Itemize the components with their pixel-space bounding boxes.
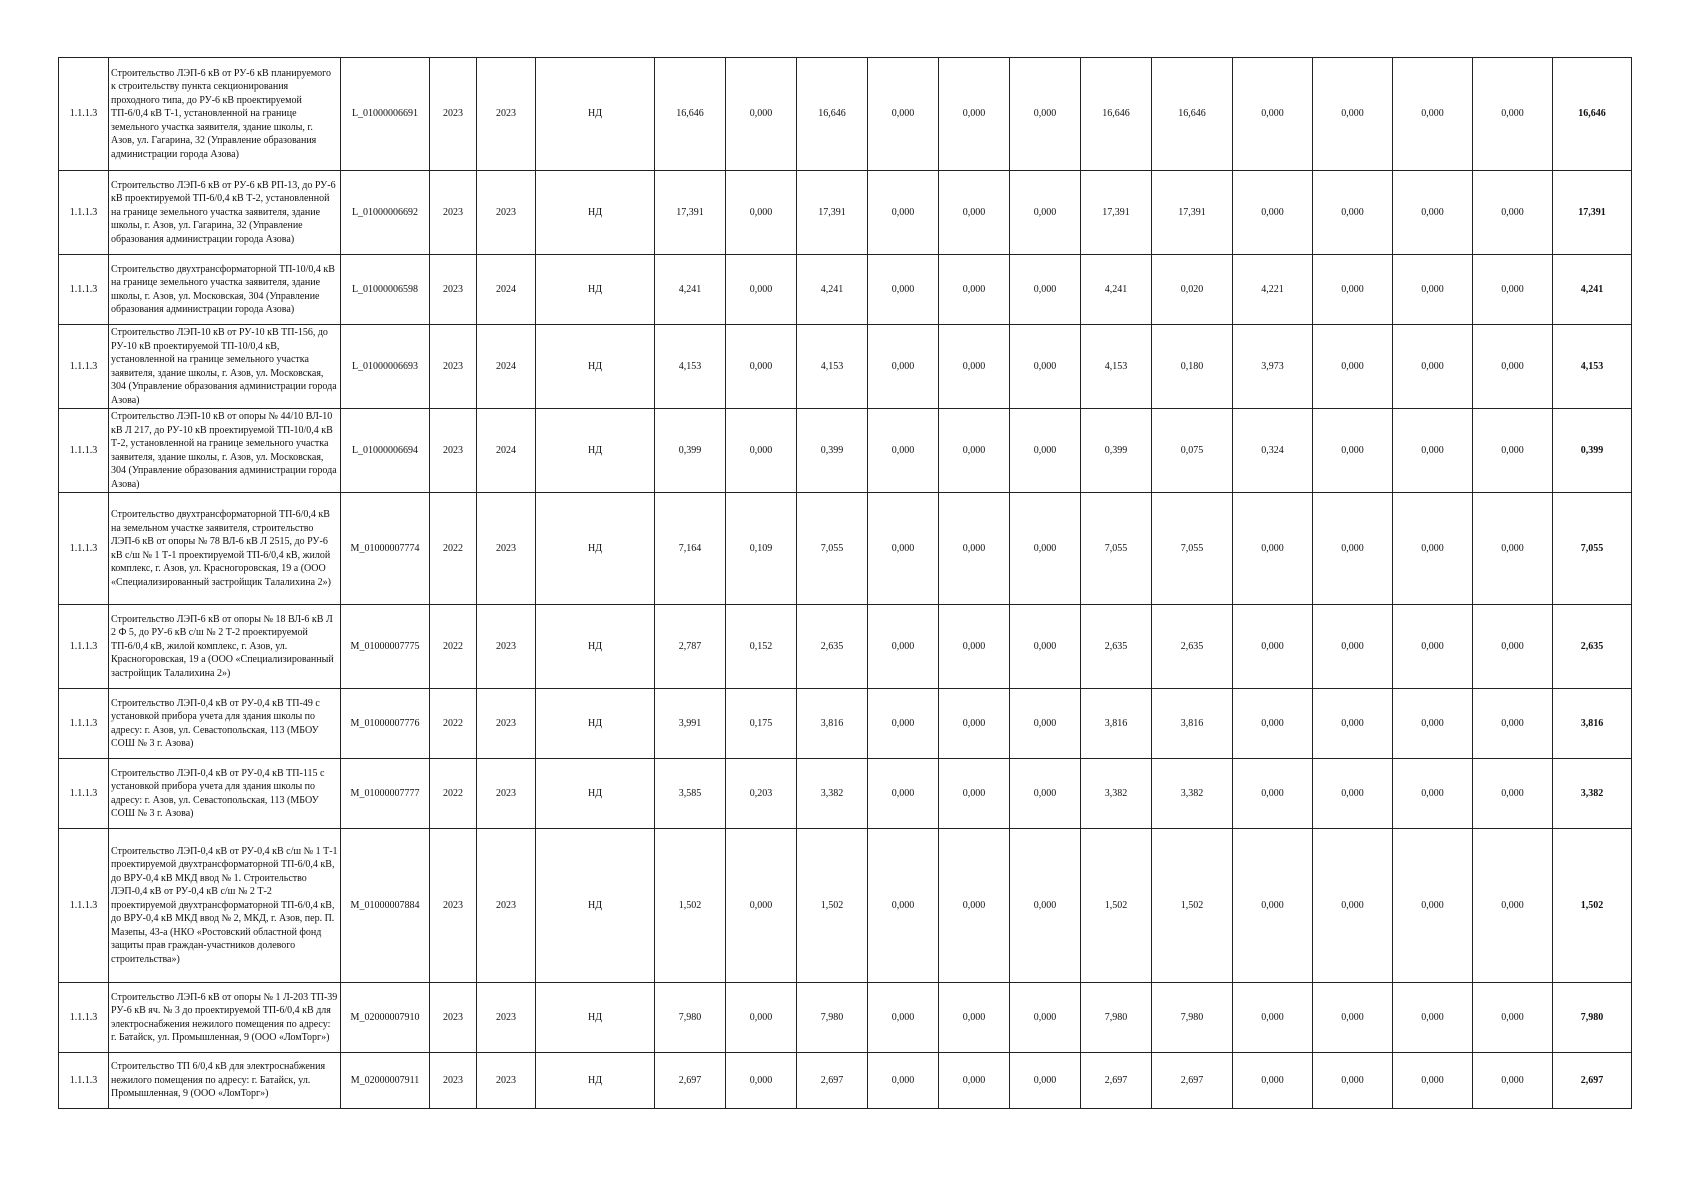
value-cell: 0,000	[1393, 689, 1473, 759]
project-description: Строительство ЛЭП-0,4 кВ от РУ-0,4 кВ с/ш № 1 Т-1 проектируемой двухтрансформаторной ТП-6/0,4 кВ, до ВРУ-0,4 кВ МКД ввод № 1. Строительство ЛЭП-0,4 кВ от РУ-0,4 кВ с/ш № 2 Т-2 проектируемой двухтрансформаторной ТП-6/0,4 кВ, до ВРУ-0,4 кВ МКД ввод № 2, МКД, г. Азов, пер. П. Мазепы, 43-а (НКО «Ростовский областной фонд защиты прав граждан-участников долевого строительства»)	[109, 829, 341, 983]
total-value: 16,646	[1553, 58, 1632, 171]
value-cell: 0,000	[1393, 605, 1473, 689]
value-cell: 0,000	[1393, 829, 1473, 983]
row-number: 1.1.1.3	[59, 409, 109, 493]
value-cell: 0,324	[1233, 409, 1313, 493]
total-value: 4,241	[1553, 255, 1632, 325]
value-cell: 0,000	[868, 983, 939, 1053]
value-cell: 0,000	[1313, 829, 1393, 983]
value-cell: 0,000	[868, 759, 939, 829]
value-cell: 0,000	[1010, 1053, 1081, 1109]
table-row	[59, 605, 1632, 689]
end-year: 2023	[477, 1053, 536, 1109]
total-value: 3,382	[1553, 759, 1632, 829]
project-code: L_01000006694	[341, 409, 430, 493]
value-cell: 0,000	[1393, 983, 1473, 1053]
value-cell: 1,502	[797, 829, 868, 983]
value-cell: 0,000	[1313, 171, 1393, 255]
project-code: M_01000007774	[341, 493, 430, 605]
value-cell: 0,000	[1233, 605, 1313, 689]
value-cell: 16,646	[1152, 58, 1233, 171]
value-cell: 7,980	[655, 983, 726, 1053]
value-cell: 0,000	[939, 58, 1010, 171]
project-code: M_01000007884	[341, 829, 430, 983]
value-cell: 0,000	[1233, 829, 1313, 983]
value-cell: 0,000	[939, 409, 1010, 493]
value-cell: 3,382	[1152, 759, 1233, 829]
total-value: 1,502	[1553, 829, 1632, 983]
value-cell: 7,980	[1081, 983, 1152, 1053]
end-year: 2024	[477, 325, 536, 409]
value-cell: 0,000	[939, 759, 1010, 829]
project-description: Строительство ЛЭП-6 кВ от опоры № 18 ВЛ-6 кВ Л 2 Ф 5, до РУ-6 кВ с/ш № 2 Т-2 проектируемой ТП-6/0,4 кВ, жилой комплекс, г. Азов, ул. Красногоровская, 19 а (ООО «Специализированный застройщик Талалихина 2»)	[109, 605, 341, 689]
project-code: M_02000007911	[341, 1053, 430, 1109]
project-description: Строительство ЛЭП-10 кВ от РУ-10 кВ ТП-156, до РУ-10 кВ проектируемой ТП-10/0,4 кВ, установленной на границе земельного участка заявителя, здание школы, г. Азов, ул. Московская, 304 (Управление образования администрации города Азова)	[109, 325, 341, 409]
value-cell: 0,000	[1393, 759, 1473, 829]
row-number: 1.1.1.3	[59, 759, 109, 829]
value-cell: 0,000	[1473, 689, 1553, 759]
doc-status: НД	[536, 171, 655, 255]
value-cell: 0,000	[1233, 1053, 1313, 1109]
value-cell: 0,000	[868, 409, 939, 493]
total-value: 0,399	[1553, 409, 1632, 493]
value-cell: 0,000	[868, 829, 939, 983]
end-year: 2023	[477, 58, 536, 171]
value-cell: 0,000	[1010, 983, 1081, 1053]
project-description: Строительство ЛЭП-6 кВ от опоры № 1 Л-203 ТП-39 РУ-6 кВ яч. № 3 до проектируемой ТП-6/0,4 кВ для электроснабжения нежилого помещения по адресу: г. Батайск, ул. Промышленная, 9 (ООО «ЛомТорг»)	[109, 983, 341, 1053]
value-cell: 0,000	[1473, 493, 1553, 605]
value-cell: 3,991	[655, 689, 726, 759]
table-row	[59, 1053, 1632, 1109]
value-cell: 0,000	[1010, 493, 1081, 605]
doc-status: НД	[536, 409, 655, 493]
total-value: 2,697	[1553, 1053, 1632, 1109]
project-description: Строительство ЛЭП-6 кВ от РУ-6 кВ РП-13, до РУ-6 кВ проектируемой ТП-6/0,4 кВ Т-2, установленной на границе земельного участка заявителя, здание школы, г. Азов, ул. Гагарина, 32 (Управление образования администрации города Азова)	[109, 171, 341, 255]
value-cell: 0,000	[939, 829, 1010, 983]
value-cell: 16,646	[1081, 58, 1152, 171]
start-year: 2023	[430, 325, 477, 409]
value-cell: 2,697	[797, 1053, 868, 1109]
value-cell: 0,000	[1473, 605, 1553, 689]
end-year: 2023	[477, 605, 536, 689]
value-cell: 0,000	[1010, 605, 1081, 689]
value-cell: 7,055	[1081, 493, 1152, 605]
value-cell: 0,000	[1393, 1053, 1473, 1109]
value-cell: 0,000	[726, 1053, 797, 1109]
value-cell: 2,635	[797, 605, 868, 689]
table-row	[59, 493, 1632, 605]
row-number: 1.1.1.3	[59, 493, 109, 605]
doc-status: НД	[536, 983, 655, 1053]
value-cell: 4,241	[797, 255, 868, 325]
project-code: L_01000006691	[341, 58, 430, 171]
start-year: 2023	[430, 58, 477, 171]
project-code: M_02000007910	[341, 983, 430, 1053]
value-cell: 0,000	[868, 493, 939, 605]
table-row	[59, 689, 1632, 759]
value-cell: 0,000	[1393, 255, 1473, 325]
row-number: 1.1.1.3	[59, 1053, 109, 1109]
value-cell: 0,075	[1152, 409, 1233, 493]
doc-status: НД	[536, 255, 655, 325]
end-year: 2023	[477, 171, 536, 255]
value-cell: 0,020	[1152, 255, 1233, 325]
table-row	[59, 759, 1632, 829]
project-description: Строительство ЛЭП-10 кВ от опоры № 44/10 ВЛ-10 кВ Л 217, до РУ-10 кВ проектируемой ТП-10/0,4 кВ Т-2, установленной на границе земельного участка заявителя, здание школы, г. Азов, ул. Московская, 304 (Управление образования администрации города Азова)	[109, 409, 341, 493]
value-cell: 4,241	[1081, 255, 1152, 325]
value-cell: 0,000	[1233, 171, 1313, 255]
value-cell: 0,000	[1010, 255, 1081, 325]
value-cell: 0,000	[1393, 493, 1473, 605]
value-cell: 0,000	[868, 1053, 939, 1109]
value-cell: 7,980	[797, 983, 868, 1053]
start-year: 2023	[430, 255, 477, 325]
doc-status: НД	[536, 605, 655, 689]
value-cell: 4,153	[1081, 325, 1152, 409]
start-year: 2023	[430, 829, 477, 983]
value-cell: 0,000	[1233, 493, 1313, 605]
total-value: 4,153	[1553, 325, 1632, 409]
value-cell: 0,000	[1473, 829, 1553, 983]
value-cell: 0,109	[726, 493, 797, 605]
start-year: 2023	[430, 1053, 477, 1109]
value-cell: 2,697	[1152, 1053, 1233, 1109]
row-number: 1.1.1.3	[59, 689, 109, 759]
value-cell: 0,399	[1081, 409, 1152, 493]
table-row	[59, 829, 1632, 983]
value-cell: 17,391	[1081, 171, 1152, 255]
value-cell: 0,180	[1152, 325, 1233, 409]
value-cell: 16,646	[655, 58, 726, 171]
total-value: 17,391	[1553, 171, 1632, 255]
value-cell: 7,980	[1152, 983, 1233, 1053]
project-code: L_01000006692	[341, 171, 430, 255]
value-cell: 3,816	[1152, 689, 1233, 759]
value-cell: 3,585	[655, 759, 726, 829]
row-number: 1.1.1.3	[59, 171, 109, 255]
start-year: 2023	[430, 409, 477, 493]
doc-status: НД	[536, 689, 655, 759]
table-row	[59, 58, 1632, 171]
start-year: 2022	[430, 689, 477, 759]
value-cell: 0,000	[868, 605, 939, 689]
value-cell: 0,000	[1010, 829, 1081, 983]
value-cell: 0,000	[939, 171, 1010, 255]
end-year: 2023	[477, 983, 536, 1053]
value-cell: 0,000	[1010, 689, 1081, 759]
table-row	[59, 255, 1632, 325]
value-cell: 0,399	[655, 409, 726, 493]
value-cell: 0,000	[939, 689, 1010, 759]
value-cell: 0,000	[868, 58, 939, 171]
value-cell: 0,000	[868, 689, 939, 759]
value-cell: 0,000	[939, 605, 1010, 689]
value-cell: 0,000	[726, 58, 797, 171]
value-cell: 4,241	[655, 255, 726, 325]
value-cell: 0,000	[726, 171, 797, 255]
value-cell: 0,000	[1313, 689, 1393, 759]
value-cell: 2,635	[1152, 605, 1233, 689]
value-cell: 0,000	[939, 255, 1010, 325]
value-cell: 3,382	[1081, 759, 1152, 829]
total-value: 7,980	[1553, 983, 1632, 1053]
value-cell: 2,635	[1081, 605, 1152, 689]
value-cell: 3,973	[1233, 325, 1313, 409]
value-cell: 0,000	[1473, 409, 1553, 493]
value-cell: 0,000	[1010, 759, 1081, 829]
end-year: 2024	[477, 409, 536, 493]
row-number: 1.1.1.3	[59, 255, 109, 325]
total-value: 3,816	[1553, 689, 1632, 759]
value-cell: 0,000	[1393, 58, 1473, 171]
doc-status: НД	[536, 325, 655, 409]
value-cell: 0,000	[726, 409, 797, 493]
investment-projects-table	[58, 57, 1632, 1109]
row-number: 1.1.1.3	[59, 983, 109, 1053]
project-description: Строительство ЛЭП-0,4 кВ от РУ-0,4 кВ ТП-115 с установкой прибора учета для здания школы по адресу: г. Азов, ул. Севастопольская, 113 (МБОУ СОШ № 3 г. Азова)	[109, 759, 341, 829]
value-cell: 0,000	[1313, 759, 1393, 829]
end-year: 2023	[477, 493, 536, 605]
project-description: Строительство ТП 6/0,4 кВ для электроснабжения нежилого помещения по адресу: г. Батайск, ул. Промышленная, 9 (ООО «ЛомТорг»)	[109, 1053, 341, 1109]
value-cell: 0,000	[1313, 58, 1393, 171]
value-cell: 0,000	[1313, 493, 1393, 605]
value-cell: 0,000	[726, 255, 797, 325]
value-cell: 0,000	[726, 325, 797, 409]
value-cell: 0,000	[1393, 325, 1473, 409]
value-cell: 4,153	[797, 325, 868, 409]
value-cell: 0,000	[1233, 58, 1313, 171]
end-year: 2024	[477, 255, 536, 325]
doc-status: НД	[536, 493, 655, 605]
value-cell: 0,000	[1473, 325, 1553, 409]
doc-status: НД	[536, 1053, 655, 1109]
value-cell: 0,000	[1010, 58, 1081, 171]
value-cell: 0,000	[1010, 325, 1081, 409]
value-cell: 1,502	[1152, 829, 1233, 983]
row-number: 1.1.1.3	[59, 605, 109, 689]
value-cell: 0,000	[1010, 171, 1081, 255]
value-cell: 0,000	[939, 493, 1010, 605]
project-description: Строительство ЛЭП-6 кВ от РУ-6 кВ планируемого к строительству пункта секционирования проходного типа, до РУ-6 кВ проектируемой ТП-6/0,4 кВ Т-1, установленной на границе земельного участка заявителя, здание школы, г. Азов, ул. Гагарина, 32 (Управление образования администрации города Азова)	[109, 58, 341, 171]
project-description: Строительство двухтрансформаторной ТП-10/0,4 кВ на границе земельного участка заявителя, здание школы, г. Азов, ул. Московская, 304 (Управление образования администрации города Азова)	[109, 255, 341, 325]
value-cell: 0,000	[1313, 605, 1393, 689]
doc-status: НД	[536, 829, 655, 983]
value-cell: 1,502	[1081, 829, 1152, 983]
value-cell: 2,697	[1081, 1053, 1152, 1109]
value-cell: 0,000	[1473, 1053, 1553, 1109]
value-cell: 7,164	[655, 493, 726, 605]
project-code: M_01000007776	[341, 689, 430, 759]
total-value: 7,055	[1553, 493, 1632, 605]
value-cell: 0,000	[1473, 58, 1553, 171]
value-cell: 0,203	[726, 759, 797, 829]
value-cell: 0,399	[797, 409, 868, 493]
start-year: 2022	[430, 493, 477, 605]
value-cell: 0,000	[1313, 255, 1393, 325]
value-cell: 2,697	[655, 1053, 726, 1109]
value-cell: 0,000	[1393, 409, 1473, 493]
value-cell: 4,221	[1233, 255, 1313, 325]
project-description: Строительство двухтрансформаторной ТП-6/0,4 кВ на земельном участке заявителя, строительство ЛЭП-6 кВ от опоры № 78 ВЛ-6 кВ Л 2515, до РУ-6 кВ с/ш № 1 Т-1 проектируемой ТП-6/0,4 кВ, жилой комплекс, г. Азов, ул. Красногоровская, 19 а (ООО «Специализированный застройщик Талалихина 2»)	[109, 493, 341, 605]
value-cell: 4,153	[655, 325, 726, 409]
value-cell: 0,000	[1393, 171, 1473, 255]
project-code: L_01000006693	[341, 325, 430, 409]
doc-status: НД	[536, 759, 655, 829]
value-cell: 1,502	[655, 829, 726, 983]
value-cell: 3,816	[797, 689, 868, 759]
value-cell: 0,000	[939, 1053, 1010, 1109]
value-cell: 17,391	[1152, 171, 1233, 255]
total-value: 2,635	[1553, 605, 1632, 689]
doc-status: НД	[536, 58, 655, 171]
end-year: 2023	[477, 759, 536, 829]
value-cell: 0,000	[1473, 983, 1553, 1053]
value-cell: 17,391	[655, 171, 726, 255]
value-cell: 0,000	[1313, 409, 1393, 493]
value-cell: 0,000	[868, 171, 939, 255]
end-year: 2023	[477, 689, 536, 759]
value-cell: 0,000	[1473, 255, 1553, 325]
value-cell: 16,646	[797, 58, 868, 171]
value-cell: 0,000	[726, 829, 797, 983]
table-row	[59, 325, 1632, 409]
value-cell: 0,000	[1473, 171, 1553, 255]
start-year: 2022	[430, 605, 477, 689]
row-number: 1.1.1.3	[59, 58, 109, 171]
row-number: 1.1.1.3	[59, 325, 109, 409]
project-description: Строительство ЛЭП-0,4 кВ от РУ-0,4 кВ ТП-49 с установкой прибора учета для здания школы по адресу: г. Азов, ул. Севастопольская, 113 (МБОУ СОШ № 3 г. Азова)	[109, 689, 341, 759]
start-year: 2023	[430, 171, 477, 255]
value-cell: 2,787	[655, 605, 726, 689]
start-year: 2022	[430, 759, 477, 829]
value-cell: 0,000	[1233, 759, 1313, 829]
value-cell: 0,000	[939, 325, 1010, 409]
value-cell: 0,000	[868, 255, 939, 325]
value-cell: 0,175	[726, 689, 797, 759]
end-year: 2023	[477, 829, 536, 983]
value-cell: 0,000	[868, 325, 939, 409]
value-cell: 0,000	[1313, 1053, 1393, 1109]
project-code: L_01000006598	[341, 255, 430, 325]
value-cell: 0,000	[1473, 759, 1553, 829]
value-cell: 0,000	[1010, 409, 1081, 493]
project-code: M_01000007777	[341, 759, 430, 829]
value-cell: 7,055	[1152, 493, 1233, 605]
table-row	[59, 409, 1632, 493]
start-year: 2023	[430, 983, 477, 1053]
table-row	[59, 983, 1632, 1053]
value-cell: 0,000	[1233, 983, 1313, 1053]
row-number: 1.1.1.3	[59, 829, 109, 983]
table-row	[59, 171, 1632, 255]
value-cell: 0,000	[1233, 689, 1313, 759]
value-cell: 0,000	[726, 983, 797, 1053]
project-code: M_01000007775	[341, 605, 430, 689]
value-cell: 17,391	[797, 171, 868, 255]
value-cell: 0,152	[726, 605, 797, 689]
value-cell: 3,816	[1081, 689, 1152, 759]
value-cell: 0,000	[1313, 983, 1393, 1053]
value-cell: 0,000	[1313, 325, 1393, 409]
value-cell: 7,055	[797, 493, 868, 605]
value-cell: 0,000	[939, 983, 1010, 1053]
value-cell: 3,382	[797, 759, 868, 829]
